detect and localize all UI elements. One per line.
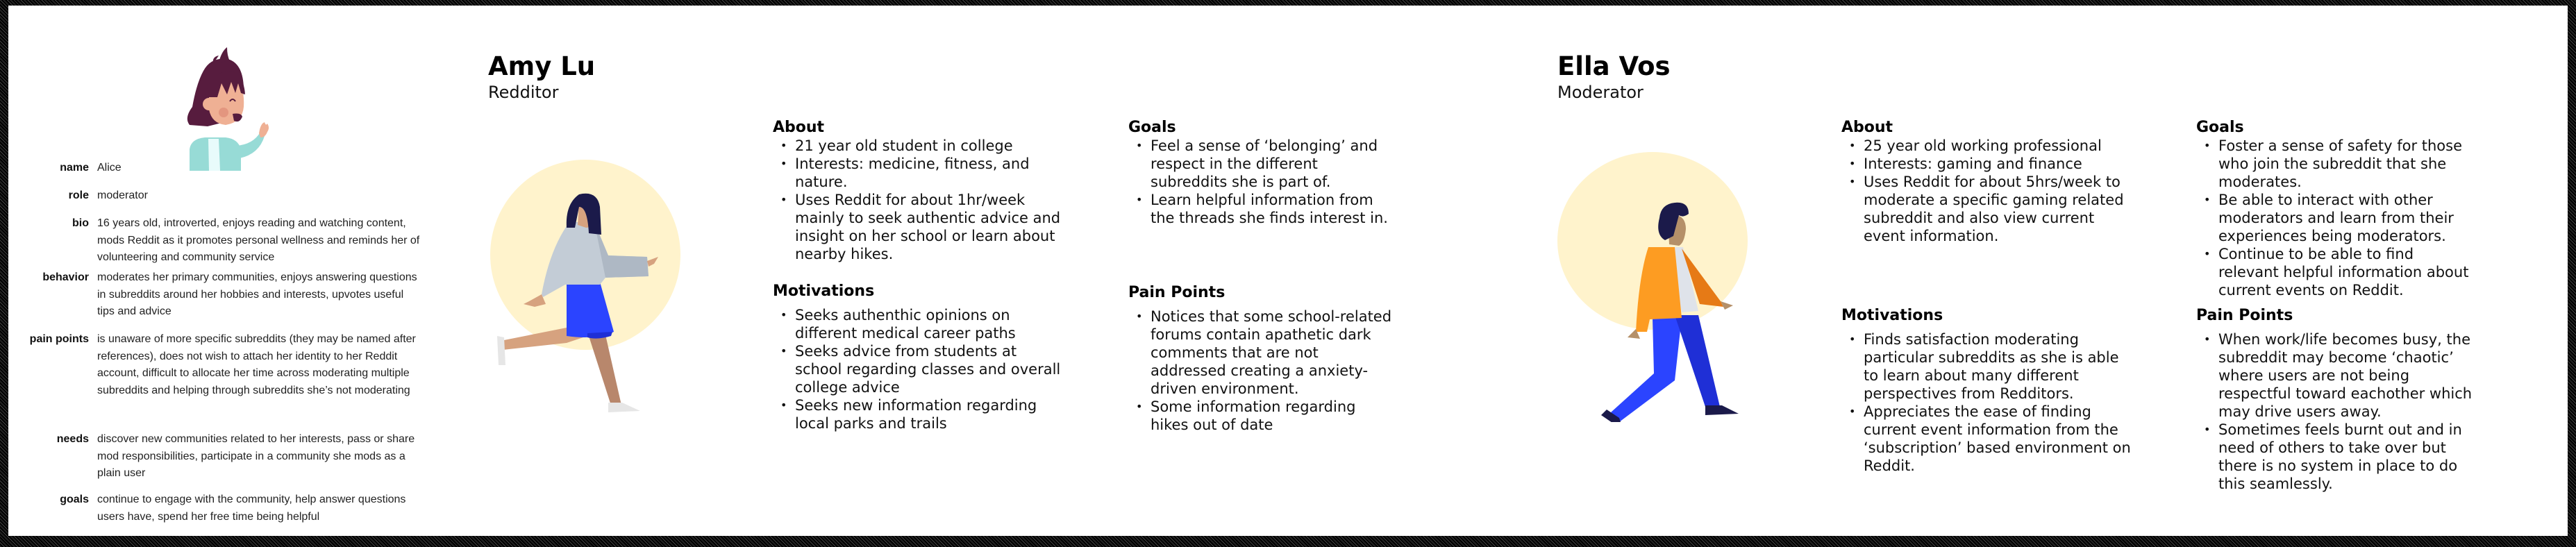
list-item: • Feel a sense of ‘belonging’ and respect in the different subreddits she is part of.: [1128, 137, 1392, 191]
section-title: Motivations: [773, 283, 875, 300]
list-item: • When work/life becomes busy, the subreddit may become ‘chaotic’ where users are not being respectful toward eachother which may drive users away.: [2196, 330, 2474, 421]
profile-label: role: [68, 190, 89, 201]
profile-label: goals: [60, 494, 89, 505]
list-item: • Learn helpful information from the threads she finds interest in.: [1128, 191, 1392, 227]
persona-illustration-ella: [1578, 179, 1744, 422]
profile-label: behavior: [42, 271, 89, 283]
profile-value: Alice: [97, 162, 122, 174]
list-item: • 25 year old working professional: [1841, 137, 2133, 155]
list-item: • Sometimes feels burnt out and in need of others to take over but there is no system in place to do this seamlessly.: [2196, 421, 2474, 493]
profile-value: moderates her primary communities, enjoys answering questions in subreddits around her hobbies and interests, upvotes useful tips and advice: [97, 271, 417, 317]
list-item: • Continue to be able to find relevant helpful information about current events on Reddit.: [2196, 245, 2474, 299]
section-goals-ella: [2196, 119, 2474, 299]
profile-label: pain points: [29, 333, 89, 345]
section-motivations-ella: [1841, 307, 2133, 475]
persona-illustration-amy: [483, 179, 678, 415]
section-title: About: [773, 119, 825, 136]
profile-value: moderator: [97, 190, 148, 201]
section-title: Motivations: [1841, 307, 1943, 324]
section-title: About: [1841, 119, 1893, 136]
running-woman-illustration-icon: [483, 179, 678, 415]
profile-value: is unaware of more specific subreddits (they may be named after references), does not wish to attach her identity to her Reddit account, difficult to allocate her time across moderating multiple subreddits and helping through subreddits she’s not moderating: [97, 333, 416, 396]
profile-field-pain-points: [8, 331, 453, 399]
bullet-list: [2196, 330, 2474, 493]
profile-value: 16 years old, introverted, enjoys reading and watching content, mods Reddit as it promotes personal wellness and reminds her of volunteering and community service: [97, 217, 420, 263]
list-item: • Seeks new information regarding local parks and trails: [773, 396, 1064, 432]
persona-name: Ella Vos: [1557, 51, 1671, 81]
bullet-list: [1841, 137, 2133, 245]
section-title: Pain Points: [2196, 307, 2293, 324]
profile-avatar: [163, 35, 283, 171]
profile-field-goals: [8, 491, 453, 525]
list-item: • Uses Reddit for about 5hrs/week to moderate a specific gaming related subreddit and also view current event information.: [1841, 173, 2133, 245]
list-item: • Be able to interact with other moderators and learn from their experiences being moderators.: [2196, 191, 2474, 245]
section-title: Pain Points: [1128, 284, 1226, 301]
list-item: • Uses Reddit for about 1hr/week mainly to seek authentic advice and insight on her school or learn about nearby hikes.: [773, 191, 1064, 263]
section-pain-points-amy: [1128, 284, 1392, 434]
section-title: Goals: [2196, 119, 2244, 136]
profile-label: bio: [72, 217, 89, 229]
profile-label: needs: [56, 433, 89, 445]
list-item: • Interests: medicine, fitness, and nature.: [773, 155, 1064, 191]
bullet-list: [2196, 137, 2474, 299]
section-motivations-amy: [773, 283, 1064, 432]
persona-role: Redditor: [488, 83, 559, 102]
persona-header-ella: [1557, 51, 1671, 103]
persona-header-amy: [488, 51, 595, 103]
profile-field-name: [8, 160, 453, 177]
list-item: • 21 year old student in college: [773, 137, 1064, 155]
section-about-amy: [773, 119, 1064, 263]
walking-person-illustration-icon: [1578, 179, 1744, 422]
list-item: • Appreciates the ease of finding current event information from the ‘subscription’ based environment on Reddit.: [1841, 403, 2133, 475]
waving-girl-avatar-icon: [163, 35, 283, 171]
profile-field-bio: [8, 215, 453, 267]
bullet-list: [1128, 308, 1392, 434]
list-item: • Interests: gaming and finance: [1841, 155, 2133, 173]
bullet-list: [1128, 137, 1392, 227]
section-title: Goals: [1128, 119, 1176, 136]
section-about-ella: [1841, 119, 2133, 245]
list-item: • Seeks authenthic opinions on different medical career paths: [773, 306, 1064, 342]
profile-label: name: [60, 162, 89, 174]
profile-field-behavior: [8, 269, 453, 321]
profile-value: continue to engage with the community, help answer questions users have, spend her free time being helpful: [97, 494, 406, 523]
persona-role: Moderator: [1557, 83, 1644, 102]
bullet-list: [773, 137, 1064, 263]
list-item: • Seeks advice from students at school regarding classes and overall college advice: [773, 342, 1064, 396]
list-item: • Foster a sense of safety for those who join the subreddit that she moderates.: [2196, 137, 2474, 191]
persona-board: [8, 6, 2568, 536]
profile-value: discover new communities related to her interests, pass or share mod responsibilities, participate in a community she mods as a plain user: [97, 433, 415, 479]
section-pain-points-ella: [2196, 307, 2474, 493]
bullet-list: [773, 306, 1064, 432]
profile-field-role: [8, 187, 453, 205]
bullet-list: [1841, 330, 2133, 475]
profile-field-needs: [8, 431, 453, 482]
list-item: • Some information regarding hikes out of date: [1128, 398, 1392, 434]
persona-name: Amy Lu: [488, 51, 596, 81]
section-goals-amy: [1128, 119, 1392, 227]
list-item: • Finds satisfaction moderating particular subreddits as she is able to learn about many different perspectives from Redditors.: [1841, 330, 2133, 403]
list-item: • Notices that some school-related forums contain apathetic dark comments that are not addressed creating a anxiety-driven environment.: [1128, 308, 1392, 398]
